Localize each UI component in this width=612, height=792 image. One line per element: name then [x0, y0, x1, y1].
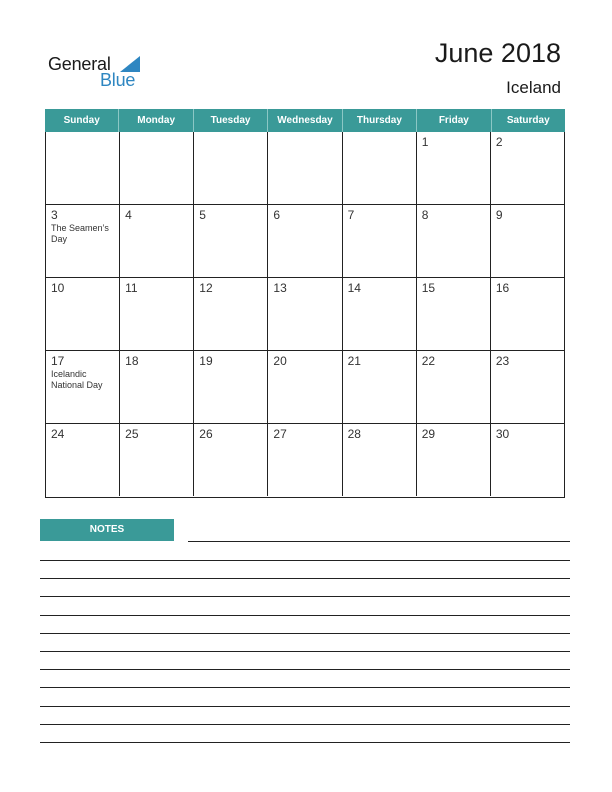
- note-line: [40, 633, 570, 634]
- day-number: 25: [125, 427, 139, 441]
- day-number: 9: [495, 208, 503, 222]
- day-number: 21: [347, 354, 361, 368]
- day-number: 18: [125, 354, 139, 368]
- day-cell: [268, 351, 342, 423]
- day-number: 14: [347, 281, 361, 295]
- day-cell: [491, 132, 564, 204]
- day-cell: [46, 351, 120, 423]
- day-cell: [491, 278, 564, 350]
- week-row: [46, 350, 564, 423]
- day-cell: [120, 205, 194, 277]
- day-number: 16: [495, 281, 510, 295]
- day-cell: [343, 351, 417, 423]
- weekday-friday: Friday: [417, 109, 491, 132]
- week-row: [46, 423, 564, 496]
- notes-label: NOTES: [40, 519, 174, 541]
- holiday-label: Icelandic National Day: [51, 369, 103, 390]
- weekday-monday: Monday: [119, 109, 193, 132]
- day-number: 20: [273, 354, 287, 368]
- day-number: 12: [199, 281, 213, 295]
- weekday-saturday: Saturday: [506, 115, 550, 126]
- day-number: 4: [125, 208, 132, 222]
- day-cell: [417, 132, 491, 204]
- day-cell: [194, 424, 268, 496]
- note-line: [188, 541, 570, 542]
- day-cell: [491, 205, 564, 277]
- day-cell: [46, 132, 120, 204]
- day-number: 27: [273, 427, 287, 441]
- day-cell: [343, 132, 417, 204]
- day-cell: [46, 278, 120, 350]
- day-number: 15: [421, 281, 436, 295]
- day-cell: [194, 351, 268, 423]
- calendar-body: [45, 132, 565, 498]
- note-line: [40, 615, 570, 616]
- logo-text-general: General: [48, 54, 111, 74]
- note-line: [40, 687, 570, 688]
- day-number: 6: [273, 208, 281, 222]
- note-line: [40, 706, 570, 707]
- note-line: [40, 596, 570, 597]
- day-cell: [46, 424, 120, 496]
- week-row: [46, 132, 564, 204]
- day-cell: [268, 278, 342, 350]
- note-line: [40, 669, 570, 670]
- calendar-grid: [45, 109, 565, 498]
- page-title: June 2018: [434, 38, 561, 68]
- day-cell: [417, 278, 491, 350]
- day-number: 13: [273, 281, 287, 295]
- note-line: [40, 724, 570, 725]
- day-cell: [268, 132, 342, 204]
- day-cell: [343, 205, 417, 277]
- weekday-thursday: Thursday: [343, 109, 417, 132]
- day-cell: [417, 205, 491, 277]
- day-number: 24: [51, 427, 65, 441]
- day-cell: [120, 351, 194, 423]
- country-label: Iceland: [506, 78, 561, 97]
- note-line: [40, 651, 570, 652]
- day-cell: [417, 351, 491, 423]
- weekday-header-row: [45, 109, 565, 132]
- logo-text-blue: Blue: [100, 70, 136, 90]
- day-cell: [120, 132, 194, 204]
- note-line: [40, 578, 570, 579]
- note-line: [40, 742, 570, 743]
- day-cell: [120, 424, 194, 496]
- note-line: [40, 560, 570, 561]
- general-blue-logo: [48, 52, 148, 92]
- weekday-sunday: Sunday: [45, 109, 119, 132]
- weekday-tuesday: Tuesday: [194, 109, 268, 132]
- day-cell: [194, 278, 268, 350]
- day-cell: [194, 205, 268, 277]
- day-number: 19: [199, 354, 213, 368]
- day-number: 29: [421, 427, 436, 441]
- day-cell: [491, 351, 564, 423]
- day-cell: [491, 424, 564, 496]
- week-row: [46, 204, 564, 277]
- day-number: 22: [421, 354, 436, 368]
- day-cell: [343, 424, 417, 496]
- day-cell: [194, 132, 268, 204]
- day-number: 1: [421, 135, 429, 149]
- day-number: 2: [495, 135, 503, 149]
- day-number: 17: [51, 354, 65, 368]
- day-number: 26: [199, 427, 213, 441]
- holiday-label: The Seamen’s Day: [51, 223, 109, 244]
- day-number: 28: [347, 427, 361, 441]
- day-cell: [46, 205, 120, 277]
- day-cell: [268, 424, 342, 496]
- day-number: 7: [347, 208, 355, 222]
- day-cell: [268, 205, 342, 277]
- week-row: [46, 277, 564, 350]
- day-cell: [120, 278, 194, 350]
- day-cell: [343, 278, 417, 350]
- weekday-wednesday: Wednesday: [268, 109, 342, 132]
- day-number: 30: [495, 427, 510, 441]
- day-number: 10: [51, 281, 65, 295]
- day-number: 11: [125, 281, 138, 295]
- day-cell: [417, 424, 491, 496]
- day-number: 8: [421, 208, 429, 222]
- day-number: 5: [199, 208, 206, 222]
- day-number: 23: [495, 354, 510, 368]
- day-number: 3: [51, 208, 58, 222]
